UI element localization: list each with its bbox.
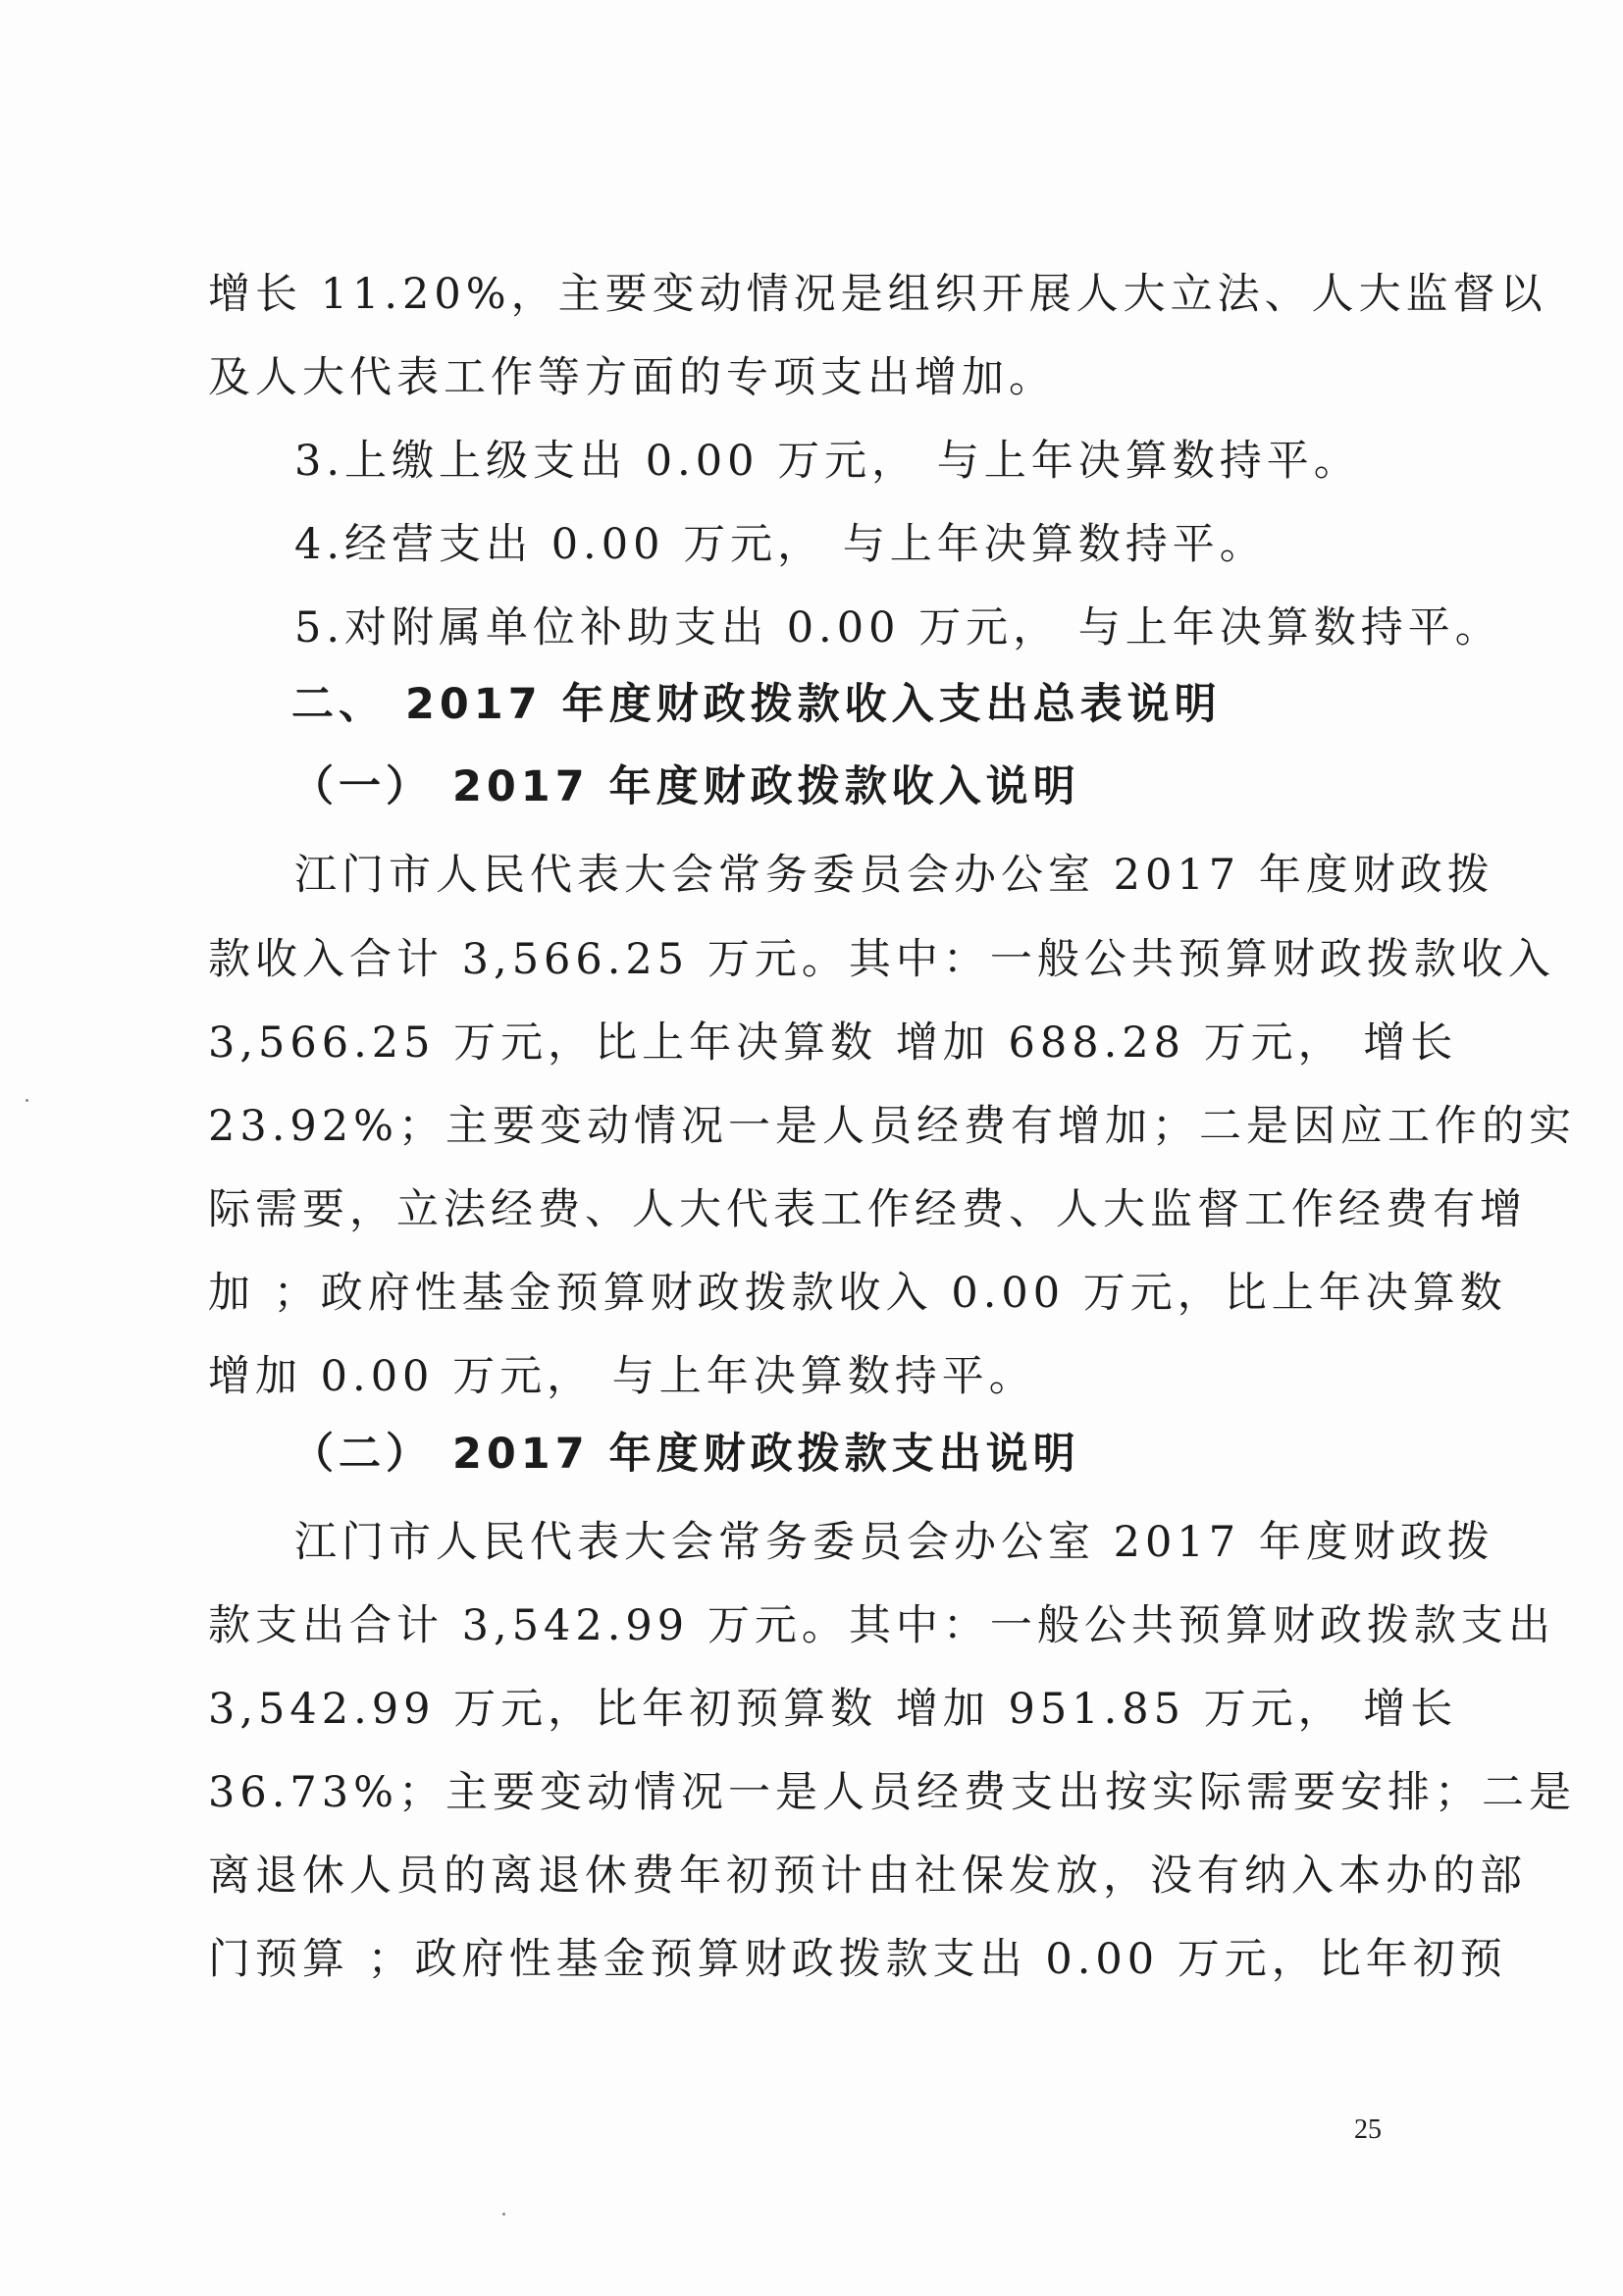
paragraph-line: 及人大代表工作等方面的专项支出增加。 <box>208 353 1056 402</box>
paragraph-line: 3,542.99 万元，比年初预算数 增加 951.85 万元， 增长 <box>208 1685 1458 1734</box>
paragraph-line: 加 ；政府性基金预算财政拨款收入 0.00 万元，比上年决算数 <box>208 1269 1507 1318</box>
paragraph-line: 际需要，立法经费、人大代表工作经费、人大监督工作经费有增 <box>208 1185 1527 1234</box>
paragraph-line: 款收入合计 3,566.25 万元。其中：一般公共预算财政拨款收入 <box>208 935 1555 984</box>
paragraph-line: 江门市人民代表大会常务委员会办公室 2017 年度财政拨 <box>294 1518 1494 1567</box>
paragraph-line: 江门市人民代表大会常务委员会办公室 2017 年度财政拨 <box>294 851 1494 900</box>
scan-speck <box>26 1099 28 1102</box>
paragraph-line: 3.上缴上级支出 0.00 万元， 与上年决算数持平。 <box>294 437 1361 486</box>
paragraph-line: 3,566.25 万元，比上年决算数 增加 688.28 万元， 增长 <box>208 1018 1458 1068</box>
paragraph-line: 36.73%；主要变动情况一是人员经费支出按实际需要安排；二是 <box>208 1768 1576 1817</box>
scan-speck <box>502 2213 505 2216</box>
paragraph-line: 门预算 ；政府性基金预算财政拨款支出 0.00 万元，比年初预 <box>208 1935 1507 1984</box>
paragraph-line: 增长 11.20%，主要变动情况是组织开展人大立法、人大监督以 <box>208 270 1547 319</box>
paragraph-line: 增加 0.00 万元， 与上年决算数持平。 <box>208 1352 1036 1401</box>
paragraph-line: 款支出合计 3,542.99 万元。其中：一般公共预算财政拨款支出 <box>208 1601 1555 1650</box>
paragraph-line: 5.对附属单位补助支出 0.00 万元， 与上年决算数持平。 <box>294 603 1502 652</box>
paragraph-line: 23.92%；主要变动情况一是人员经费有增加；二是因应工作的实 <box>208 1102 1576 1151</box>
page-number: 25 <box>1354 2114 1382 2145</box>
paragraph-line: 4.经营支出 0.00 万元， 与上年决算数持平。 <box>294 520 1267 569</box>
paragraph-line: 离退休人员的离退休费年初预计由社保发放，没有纳入本办的部 <box>208 1852 1527 1901</box>
section-heading: 二、 2017 年度财政拨款收入支出总表说明 <box>291 680 1222 729</box>
subsection-heading: （一） 2017 年度财政拨款收入说明 <box>291 762 1080 811</box>
subsection-heading: （二） 2017 年度财政拨款支出说明 <box>291 1430 1080 1479</box>
